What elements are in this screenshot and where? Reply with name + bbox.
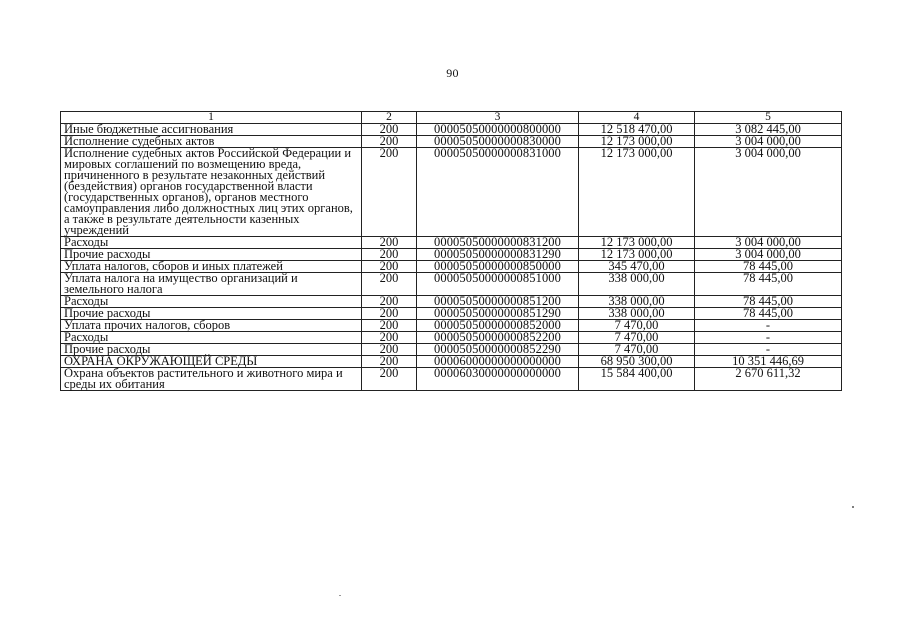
row-name: Расходы bbox=[61, 296, 362, 308]
row-code: 00005050000000800000 bbox=[417, 124, 579, 136]
row-code: 00005050000000850000 bbox=[417, 261, 579, 273]
row-value-5: - bbox=[695, 344, 842, 356]
header-col-1: 1 bbox=[61, 112, 362, 124]
row-name: Расходы bbox=[61, 237, 362, 249]
row-name: Иные бюджетные ассигнования bbox=[61, 124, 362, 136]
row-value-5: 10 351 446,69 bbox=[695, 356, 842, 368]
row-name: Прочие расходы bbox=[61, 344, 362, 356]
row-col2: 200 bbox=[362, 136, 417, 148]
row-code: 00005050000000831200 bbox=[417, 237, 579, 249]
row-value-4: 15 584 400,00 bbox=[579, 368, 695, 391]
row-code: 00005050000000852000 bbox=[417, 320, 579, 332]
row-name: Уплата прочих налогов, сборов bbox=[61, 320, 362, 332]
row-code: 00005050000000852200 bbox=[417, 332, 579, 344]
scan-speck bbox=[852, 506, 854, 508]
row-value-5: 3 082 445,00 bbox=[695, 124, 842, 136]
row-value-4: 338 000,00 bbox=[579, 273, 695, 296]
table-row bbox=[61, 148, 842, 237]
row-name: Уплата налога на имущество организаций и земельного налога bbox=[61, 273, 362, 296]
row-value-4: 12 173 000,00 bbox=[579, 148, 695, 237]
row-col2: 200 bbox=[362, 332, 417, 344]
row-value-4: 7 470,00 bbox=[579, 344, 695, 356]
row-name: Уплата налогов, сборов и иных платежей bbox=[61, 261, 362, 273]
row-value-4: 12 173 000,00 bbox=[579, 249, 695, 261]
row-col2: 200 bbox=[362, 344, 417, 356]
row-code: 00005050000000851200 bbox=[417, 296, 579, 308]
row-value-4: 345 470,00 bbox=[579, 261, 695, 273]
row-value-5: 78 445,00 bbox=[695, 296, 842, 308]
row-col2: 200 bbox=[362, 249, 417, 261]
row-name: Охрана объектов растительного и животного мира и среды их обитания bbox=[61, 368, 362, 391]
row-code: 00005050000000830000 bbox=[417, 136, 579, 148]
header-col-3: 3 bbox=[417, 112, 579, 124]
row-col2: 200 bbox=[362, 308, 417, 320]
row-value-5: - bbox=[695, 332, 842, 344]
row-code: 00006000000000000000 bbox=[417, 356, 579, 368]
row-value-4: 12 173 000,00 bbox=[579, 136, 695, 148]
row-code: 00005050000000852290 bbox=[417, 344, 579, 356]
row-value-5: 3 004 000,00 bbox=[695, 136, 842, 148]
header-col-4: 4 bbox=[579, 112, 695, 124]
row-value-4: 68 950 300,00 bbox=[579, 356, 695, 368]
row-name: Расходы bbox=[61, 332, 362, 344]
row-col2: 200 bbox=[362, 273, 417, 296]
row-code: 00006030000000000000 bbox=[417, 368, 579, 391]
row-col2: 200 bbox=[362, 320, 417, 332]
row-value-5: 78 445,00 bbox=[695, 308, 842, 320]
row-name: Прочие расходы bbox=[61, 308, 362, 320]
row-value-5: 3 004 000,00 bbox=[695, 148, 842, 237]
row-value-4: 7 470,00 bbox=[579, 320, 695, 332]
row-value-5: 2 670 611,32 bbox=[695, 368, 842, 391]
table-row bbox=[61, 273, 842, 296]
row-name: Исполнение судебных актов bbox=[61, 136, 362, 148]
row-col2: 200 bbox=[362, 356, 417, 368]
row-name: Прочие расходы bbox=[61, 249, 362, 261]
budget-table bbox=[60, 111, 842, 391]
row-col2: 200 bbox=[362, 124, 417, 136]
table-row bbox=[61, 368, 842, 391]
row-value-4: 7 470,00 bbox=[579, 332, 695, 344]
scan-speck bbox=[339, 595, 341, 596]
row-value-5: - bbox=[695, 320, 842, 332]
row-value-4: 12 173 000,00 bbox=[579, 237, 695, 249]
row-col2: 200 bbox=[362, 296, 417, 308]
header-col-5: 5 bbox=[695, 112, 842, 124]
row-value-5: 3 004 000,00 bbox=[695, 249, 842, 261]
row-code: 00005050000000831000 bbox=[417, 148, 579, 237]
row-col2: 200 bbox=[362, 148, 417, 237]
row-value-5: 3 004 000,00 bbox=[695, 237, 842, 249]
page-number: 90 bbox=[446, 66, 459, 80]
row-value-5: 78 445,00 bbox=[695, 273, 842, 296]
row-code: 00005050000000851290 bbox=[417, 308, 579, 320]
row-col2: 200 bbox=[362, 261, 417, 273]
row-value-4: 338 000,00 bbox=[579, 308, 695, 320]
row-name: Исполнение судебных актов Российской Федерации и мировых соглашений по возмещению вреда, причиненного в результате незаконных действий (бездействия) органов государственной власти (государственных органов), органов местного самоуправления либо должностных лиц этих органов, а также в результате деятельности казенных учреждений bbox=[61, 148, 362, 237]
row-name: ОХРАНА ОКРУЖАЮЩЕЙ СРЕДЫ bbox=[61, 356, 362, 368]
row-code: 00005050000000831290 bbox=[417, 249, 579, 261]
row-value-4: 338 000,00 bbox=[579, 296, 695, 308]
row-col2: 200 bbox=[362, 368, 417, 391]
row-value-4: 12 518 470,00 bbox=[579, 124, 695, 136]
header-col-2: 2 bbox=[362, 112, 417, 124]
row-code: 00005050000000851000 bbox=[417, 273, 579, 296]
row-value-5: 78 445,00 bbox=[695, 261, 842, 273]
row-col2: 200 bbox=[362, 237, 417, 249]
